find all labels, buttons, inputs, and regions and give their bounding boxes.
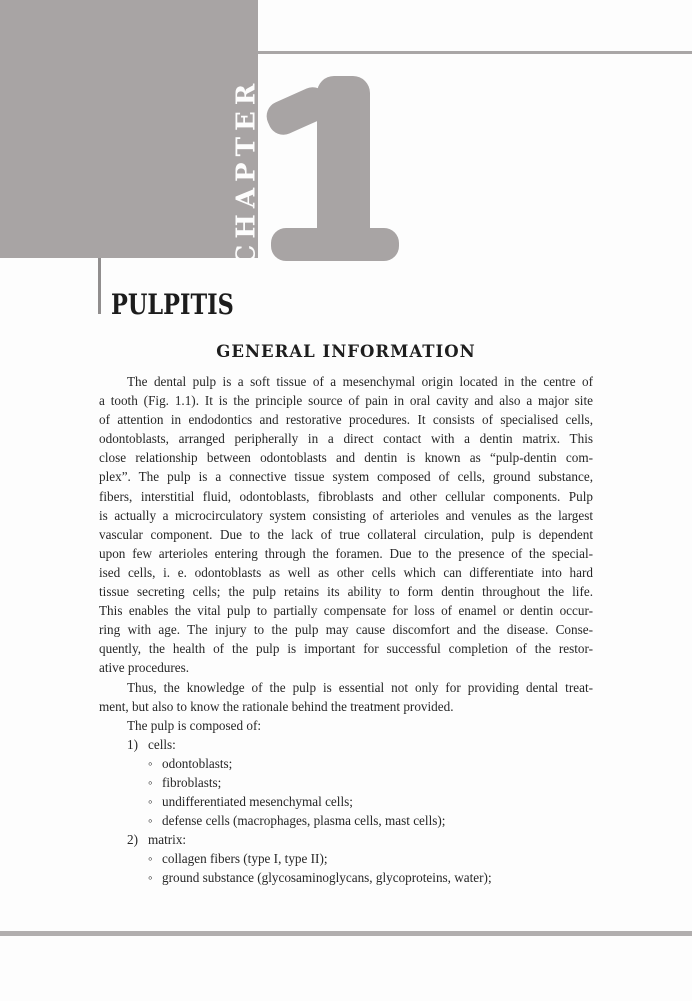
list-marker: 1) [127,736,138,752]
text-line: ring with age. The injury to the pulp may cause discomfort and the disease. Conse- [99,622,593,638]
list-item-text: ground substance (glycosaminoglycans, glycoproteins, water); [162,870,492,886]
list-marker: 2) [127,832,138,848]
list-item [99,754,593,773]
list-item [99,792,593,811]
footer-bar [0,931,692,936]
list-marker: ◦ [148,851,153,867]
section-heading: GENERAL INFORMATION [216,342,476,361]
text-line: vascular component. Due to the lack of true collateral circulation, pulp is dependent [99,526,593,542]
title-rule [98,258,101,314]
text-line: quently, the health of the pulp is important for successful completion of the restor- [99,641,593,657]
list-item-text: matrix: [148,832,187,848]
text-line: plex”. The pulp is a connective tissue system composed of cells, ground substance, [99,469,593,485]
list-item-text: cells: [148,736,176,752]
text-line: a tooth (Fig. 1.1). It is the principle source of pain in oral cavity and also a major site [99,393,593,409]
text-line: upon few arterioles entering through the foramen. Due to the presence of the special- [99,545,593,561]
text-line: The dental pulp is a soft tissue of a mesenchymal origin located in the centre of [127,374,593,389]
list-marker: ◦ [148,794,153,810]
list-marker: ◦ [148,774,153,790]
paragraph [99,678,593,716]
list-item [99,868,593,887]
list-marker: ◦ [148,755,153,771]
text-line: ised cells, i. e. odontoblasts as well as other cells which can differentiate into hard [99,564,593,580]
text-line: ative procedures. [99,660,190,676]
list-intro: The pulp is composed of: [127,717,262,733]
text-line: fibers, interstitial fluid, odontoblasts, fibroblasts and other cellular components. Pulp [99,488,593,504]
text-line: of attention in endodontics and restorative procedures. It consists of specialised cells, [99,412,593,428]
text-line: tissue secreting cells; the pulp retains its ability to form dentin throughout the life. [99,584,593,600]
list-item [99,735,593,754]
text-line: odontoblasts, arranged peripherally in a direct contact with a dentin matrix. This [99,431,593,447]
chapter-block [0,0,258,258]
text-line: is actually a microcirculatory system consisting of arterioles and venules as the largest [99,507,593,523]
list-item [99,830,593,849]
text-line: This enables the vital pulp to partially compensate for loss of enamel or dentin occur- [99,603,593,619]
list-item [99,773,593,792]
body-text [99,372,593,888]
text-line: ment, but also to know the rationale behind the treatment provided. [99,698,454,714]
text-line: Thus, the knowledge of the pulp is essential not only for providing dental treat- [127,679,593,695]
list-item [99,811,593,830]
chapter-number-graphic [258,70,406,268]
chapter-label: CHAPTER [231,77,262,266]
list-item [99,849,593,868]
list-item-text: collagen fibers (type I, type II); [162,851,328,867]
page-title: PULPITIS [111,288,234,321]
paragraph [99,372,593,678]
list-marker: ◦ [148,813,153,829]
list-item-text: undifferentiated mesenchymal cells; [162,794,353,810]
list-item-text: defense cells (macrophages, plasma cells, mast cells); [162,813,446,829]
header-rule [257,51,692,54]
list-item-text: fibroblasts; [162,774,222,790]
text-line: close relationship between odontoblasts and dentin is known as “pulp-dentin com- [99,450,593,466]
list [99,735,593,888]
list-marker: ◦ [148,870,153,886]
list-item-text: odontoblasts; [162,755,233,771]
